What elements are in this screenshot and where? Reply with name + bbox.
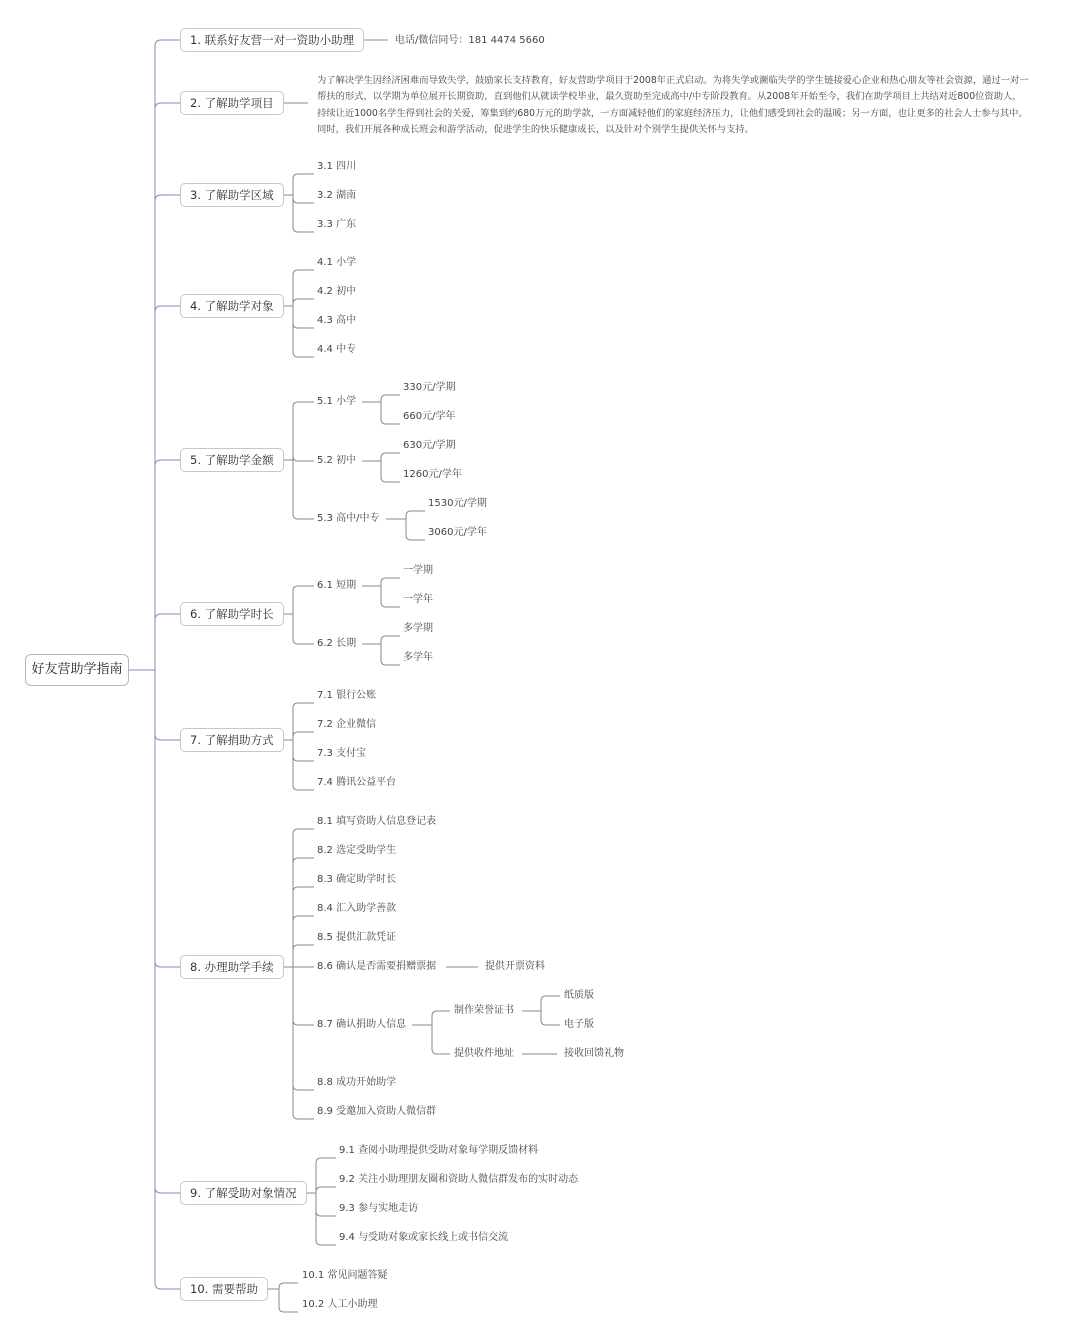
- status-connector: [316, 1193, 336, 1245]
- duration-sub-connector: [381, 644, 400, 665]
- duration-item[interactable]: 6.1 短期: [317, 580, 357, 591]
- amount-value: 330元/学期: [403, 382, 456, 393]
- duration-connector: [293, 586, 314, 614]
- branch-target[interactable]: 4. 了解助学对象: [180, 294, 284, 318]
- duration-value: 一学年: [403, 594, 433, 605]
- branch-connector: [155, 670, 180, 1193]
- procedure-subitem: 制作荣誉证书: [454, 1005, 514, 1016]
- procedure-sub-connector: [541, 1011, 560, 1025]
- amount-value: 3060元/学年: [428, 527, 487, 538]
- amount-sub-connector: [406, 519, 425, 540]
- method-item[interactable]: 7.3 支付宝: [317, 748, 367, 759]
- help-connector: [279, 1289, 298, 1312]
- branch-procedure[interactable]: 8. 办理助学手续: [180, 955, 284, 979]
- procedure-sub-connector: [432, 1025, 450, 1054]
- branch-contact[interactable]: 1. 联系好友营一对一资助小助理: [180, 28, 364, 52]
- procedure-sub-connector: [432, 1011, 450, 1025]
- procedure-subitem: 电子版: [564, 1019, 594, 1030]
- branch-connector: [155, 614, 180, 670]
- amount-sub-connector: [381, 453, 400, 461]
- method-connector: [293, 732, 314, 740]
- amount-connector: [293, 460, 314, 519]
- procedure-connector: [293, 967, 314, 1025]
- status-connector: [316, 1193, 336, 1216]
- procedure-connector: [293, 967, 314, 1090]
- duration-sub-connector: [381, 578, 400, 586]
- status-item[interactable]: 9.1 查阅小助理提供受助对象每学期反馈材料: [339, 1145, 539, 1156]
- method-connector: [293, 703, 314, 740]
- duration-sub-connector: [381, 636, 400, 644]
- procedure-item[interactable]: 8.6 确认是否需要捐赠票据: [317, 961, 437, 972]
- region-connector: [293, 195, 314, 203]
- amount-item[interactable]: 5.1 小学: [317, 396, 357, 407]
- target-connector: [293, 306, 314, 328]
- branch-connector: [155, 670, 180, 1289]
- target-connector: [293, 270, 314, 306]
- branch-help[interactable]: 10. 需要帮助: [180, 1277, 268, 1301]
- duration-item[interactable]: 6.2 长期: [317, 638, 357, 649]
- procedure-item[interactable]: 8.4 汇入助学善款: [317, 903, 397, 914]
- branch-connector: [155, 40, 180, 670]
- target-connector: [293, 299, 314, 306]
- amount-sub-connector: [381, 395, 400, 402]
- amount-item[interactable]: 5.3 高中/中专: [317, 513, 380, 524]
- procedure-subitem: 提供开票资料: [485, 961, 545, 972]
- branch-connector: [155, 306, 180, 670]
- method-connector: [293, 740, 314, 790]
- target-item[interactable]: 4.4 中专: [317, 344, 357, 355]
- procedure-subitem: 纸质版: [564, 990, 594, 1001]
- branch-connector: [155, 460, 180, 670]
- amount-connector: [293, 456, 314, 461]
- help-connector: [279, 1283, 298, 1289]
- duration-value: 多学年: [403, 652, 433, 663]
- amount-item[interactable]: 5.2 初中: [317, 455, 357, 466]
- target-item[interactable]: 4.3 高中: [317, 315, 357, 326]
- branch-project[interactable]: 2. 了解助学项目: [180, 91, 284, 115]
- procedure-connector: [293, 916, 314, 967]
- procedure-item[interactable]: 8.3 确定助学时长: [317, 874, 397, 885]
- branch-amount[interactable]: 5. 了解助学金额: [180, 448, 284, 472]
- amount-value: 630元/学期: [403, 440, 456, 451]
- procedure-subitem: 提供收件地址: [454, 1048, 514, 1059]
- procedure-item[interactable]: 8.5 提供汇款凭证: [317, 932, 397, 943]
- contact-phone: 电话/微信同号：181 4474 5660: [395, 35, 545, 46]
- branch-region[interactable]: 3. 了解助学区域: [180, 183, 284, 207]
- root-node[interactable]: 好友营助学指南: [25, 654, 129, 686]
- region-item[interactable]: 3.3 广东: [317, 219, 357, 230]
- branch-connector: [155, 103, 180, 670]
- procedure-item[interactable]: 8.1 填写资助人信息登记表: [317, 816, 437, 827]
- branch-beneficiary-status[interactable]: 9. 了解受助对象情况: [180, 1181, 307, 1205]
- duration-value: 一学期: [403, 565, 433, 576]
- procedure-connector: [293, 829, 314, 967]
- status-item[interactable]: 9.2 关注小助理朋友圈和资助人微信群发布的实时动态: [339, 1174, 579, 1185]
- procedure-connector: [293, 945, 314, 967]
- region-item[interactable]: 3.1 四川: [317, 161, 357, 172]
- method-item[interactable]: 7.4 腾讯公益平台: [317, 777, 397, 788]
- procedure-subitem: 接收回馈礼物: [564, 1048, 624, 1059]
- branch-connector: [155, 195, 180, 670]
- method-connector: [293, 740, 314, 761]
- amount-sub-connector: [406, 511, 425, 519]
- procedure-connector: [293, 858, 314, 967]
- amount-value: 660元/学年: [403, 411, 456, 422]
- duration-connector: [293, 614, 314, 644]
- method-item[interactable]: 7.1 银行公账: [317, 690, 377, 701]
- amount-connector: [293, 402, 314, 460]
- status-item[interactable]: 9.4 与受助对象或家长线上或书信交流: [339, 1232, 509, 1243]
- amount-sub-connector: [381, 461, 400, 482]
- method-item[interactable]: 7.2 企业微信: [317, 719, 377, 730]
- region-connector: [293, 174, 314, 195]
- procedure-connector: [293, 967, 314, 1119]
- branch-donation-method[interactable]: 7. 了解捐助方式: [180, 728, 284, 752]
- amount-value: 1260元/学年: [403, 469, 462, 480]
- amount-value: 1530元/学期: [428, 498, 487, 509]
- branch-connector: [155, 670, 180, 967]
- target-item[interactable]: 4.1 小学: [317, 257, 357, 268]
- procedure-item[interactable]: 8.2 选定受助学生: [317, 845, 397, 856]
- procedure-item[interactable]: 8.7 确认捐助人信息: [317, 1019, 407, 1030]
- status-item[interactable]: 9.3 参与实地走访: [339, 1203, 419, 1214]
- target-item[interactable]: 4.2 初中: [317, 286, 357, 297]
- project-description: 为了解决学生因经济困难而导致失学，鼓励家长支持教育，好友营助学项目于2008年正式启动。为将失学或濒临失学的学生链接爱心企业和热心朋友等社会资源，通过一对一帮扶的形式，以学期为单位展开长期资助，直到他们从就读学校毕业，最久资助至完成高中/中专阶段教育。从2008年开始至今，我们在助学项目上共结对近800位资助人，持续让近1000名学生得到社会的关爱，筹集到约680万元的助学款，一方面减轻他们的家庭经济压力，让他们感受到社会的温暖；另一方面，也让更多的社会人士参与其中。同时，我们开展各种成长班会和游学活动，促进学生的快乐健康成长，以及针对个别学生提供关怀与支持。: [317, 75, 1029, 136]
- procedure-sub-connector: [541, 996, 560, 1011]
- duration-value: 多学期: [403, 623, 433, 634]
- duration-sub-connector: [381, 586, 400, 607]
- procedure-item[interactable]: 8.9 受邀加入资助人微信群: [317, 1106, 437, 1117]
- target-connector: [293, 306, 314, 357]
- amount-sub-connector: [381, 402, 400, 424]
- region-item[interactable]: 3.2 湖南: [317, 190, 357, 201]
- branch-duration[interactable]: 6. 了解助学时长: [180, 602, 284, 626]
- branch-connector: [155, 670, 180, 740]
- procedure-connector: [293, 887, 314, 967]
- help-item[interactable]: 10.1 常见问题答疑: [302, 1270, 388, 1281]
- procedure-item[interactable]: 8.8 成功开始助学: [317, 1077, 397, 1088]
- region-connector: [293, 195, 314, 232]
- help-item[interactable]: 10.2 人工小助理: [302, 1299, 378, 1310]
- status-connector: [316, 1187, 336, 1193]
